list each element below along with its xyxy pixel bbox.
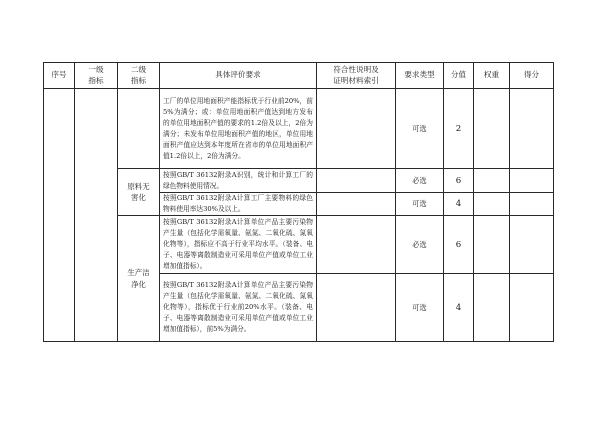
requirement-cell: 按照GB/T 36132附录A计算单位产品主要污染物产生量（包括化学需氧量、氨氮、二氧化硫、氮氧化物等），指标应不高于行业平均水平。（装备、电子、电器等离散制造业可采用单位产值或单位工业增加值指标）。	[160, 216, 317, 274]
index-cell	[44, 89, 75, 342]
requirement-cell: 按照GB/T 36132附录A计算单位产品主要污染物产生量（包括化学需氧量、氨氮、二氧化硫、氮氧化物等），指标优于行业前20%水平。（装备、电子、电器等离散制造业可采用单位产值或单位工业增加值指标），前5%为满分。	[160, 274, 317, 342]
score-cell: 2	[444, 89, 474, 169]
category-label: 生产洁 净化	[127, 268, 150, 289]
header-type: 要求类型	[396, 63, 444, 89]
score-cell: 4	[444, 193, 474, 216]
points-cell	[510, 193, 554, 216]
category-label: 原料无 害化	[127, 181, 150, 202]
points-cell	[510, 89, 554, 169]
requirement-cell: 工厂的单位用地面积产能指标优于行业前20%，前5%为满分；或：单位用地面积产值达到地方发布的单位用地面积产值的要求的1.2倍及以上，2倍为满分；未发布单位用地面积产值的地区，单位用地面积产值应达到本年度所在省市的单位用地面积产值1.2倍以上，2倍为满分。	[160, 89, 317, 169]
header-weight: 权重	[474, 63, 510, 89]
type-cell: 可选	[396, 193, 444, 216]
table-row	[44, 216, 554, 274]
header-evidence-label: 符合性说明及 证明材料索引	[333, 65, 379, 85]
header-level1	[75, 63, 118, 89]
score-cell: 6	[444, 169, 474, 193]
evidence-cell	[317, 89, 396, 169]
points-cell	[510, 216, 554, 274]
header-row	[44, 63, 554, 89]
points-cell	[510, 274, 554, 342]
type-cell: 可选	[396, 89, 444, 169]
level2-cell	[118, 89, 160, 169]
category-cell-raw-material	[118, 169, 160, 216]
requirement-cell: 按照GB/T 36132附录A识别，统计和计算工厂的绿色物料使用情况。	[160, 169, 317, 193]
header-points: 得分	[510, 63, 554, 89]
points-cell	[510, 169, 554, 193]
weight-cell	[474, 169, 510, 193]
type-cell: 必选	[396, 169, 444, 193]
type-cell: 可选	[396, 274, 444, 342]
evaluation-table	[43, 62, 554, 342]
header-evidence	[317, 63, 396, 89]
evidence-cell	[317, 216, 396, 274]
header-level2	[118, 63, 160, 89]
score-cell: 4	[444, 274, 474, 342]
evidence-cell	[317, 169, 396, 193]
table-row	[44, 169, 554, 193]
evidence-cell	[317, 274, 396, 342]
weight-cell	[474, 193, 510, 216]
evidence-cell	[317, 193, 396, 216]
level1-cell	[75, 89, 118, 342]
table-row	[44, 89, 554, 169]
header-level1-label: 一级 指标	[88, 65, 104, 85]
header-index: 序号	[44, 63, 75, 89]
score-cell: 6	[444, 216, 474, 274]
header-level2-label: 二级 指标	[130, 65, 147, 85]
category-cell-clean-production	[118, 216, 160, 342]
requirement-cell: 按照GB/T 36132附录A计算工厂主要物料的绿色物料使用率达30%及以上。	[160, 193, 317, 216]
weight-cell	[474, 216, 510, 274]
weight-cell	[474, 89, 510, 169]
weight-cell	[474, 274, 510, 342]
header-requirement: 具体评价要求	[160, 63, 317, 89]
type-cell: 必选	[396, 216, 444, 274]
header-score: 分值	[444, 63, 474, 89]
